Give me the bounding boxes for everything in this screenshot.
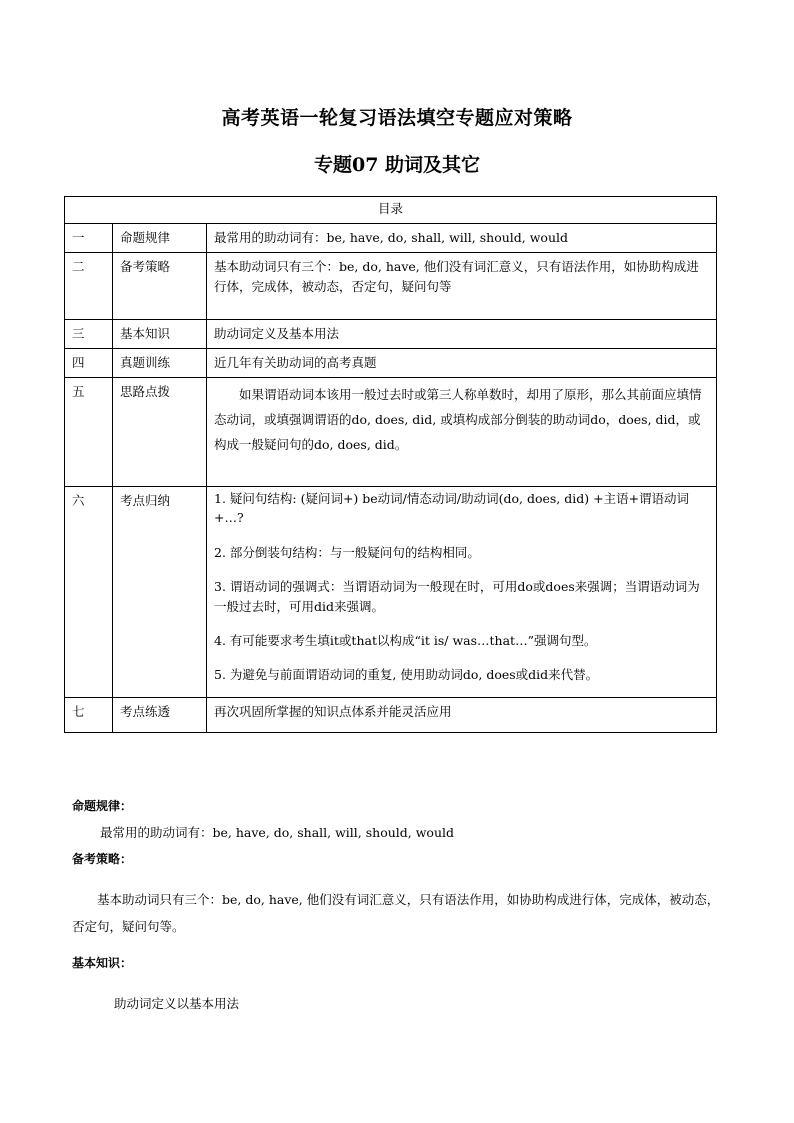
table-of-contents [64,196,717,733]
row-category: 基本知识 [113,320,207,349]
row-number: 五 [65,378,113,487]
section-label-rules: 命题规律： [72,799,133,813]
section-label-strategy: 备考策略： [72,852,133,866]
table-row [65,224,717,253]
row-content: 基本助动词只有三个：be, do, have, 他们没有词汇意义，只有语法作用，如协助构成进行体，完成体，被动态，否定句，疑问句等 [207,253,717,320]
list-item: 4. 有可能要求考生填it或that以构成“it is/ was…that…”强调句型。 [214,632,597,648]
document-subtitle: 专题07 助词及其它 [313,154,481,176]
row-content: 助动词定义及基本用法 [207,320,717,349]
row-category: 备考策略 [113,253,207,320]
row-category: 考点练透 [113,697,207,732]
table-row [65,349,717,378]
table-row [65,487,717,698]
row-content: 如果谓语动词本该用一般过去时或第三人称单数时，却用了原形，那么其前面应填情态动词，或填强调谓语的do, does, did, 或填构成部分倒装的助动词do，does, did，或构成一般疑问句的do, does, did。 [207,378,717,487]
table-row [65,378,717,487]
row-number: 七 [65,697,113,732]
section-label-basics: 基本知识： [72,956,133,970]
row-number: 一 [65,224,113,253]
list-item: 2. 部分倒装句结构：与一般疑问句的结构相同。 [214,544,480,560]
list-item: 1. 疑问句结构: (疑问词+) be动词/情态动词/助动词(do, does, did) +主语+谓语动词+…? [214,491,690,526]
row-category: 命题规律 [113,224,207,253]
document-title: 高考英语一轮复习语法填空专题应对策略 [221,107,573,129]
section-text-rules: 最常用的助动词有：be, have, do, shall, will, should, would [100,825,454,840]
table-row [65,320,717,349]
table-row [65,253,717,320]
section-text-strategy: 基本助动词只有三个：be, do, have, 他们没有词汇意义，只有语法作用，如协助构成进行体，完成体，被动态，否定句，疑问句等。 [72,892,720,934]
row-number: 二 [65,253,113,320]
list-item: 3. 谓语动词的强调式：当谓语动词为一般现在时，可用do或does来强调；当谓语动词为一般过去时，可用did来强调。 [214,579,700,614]
row-content: 再次巩固所掌握的知识点体系并能灵活应用 [207,697,717,732]
row-content: 最常用的助动词有：be, have, do, shall, will, should, would [207,224,717,253]
row-category: 真题训练 [113,349,207,378]
toc-header: 目录 [65,197,717,224]
row-content-list [207,487,717,698]
section-text-basics: 助动词定义以基本用法 [114,996,240,1011]
row-number: 三 [65,320,113,349]
row-number: 六 [65,487,113,698]
list-item: 5. 为避免与前面谓语动词的重复, 使用助动词do, does或did来代替。 [214,667,599,683]
row-category: 考点归纳 [113,487,207,698]
row-content: 近几年有关助动词的高考真题 [207,349,717,378]
row-number: 四 [65,349,113,378]
row-category: 思路点拨 [113,378,207,487]
table-row [65,697,717,732]
